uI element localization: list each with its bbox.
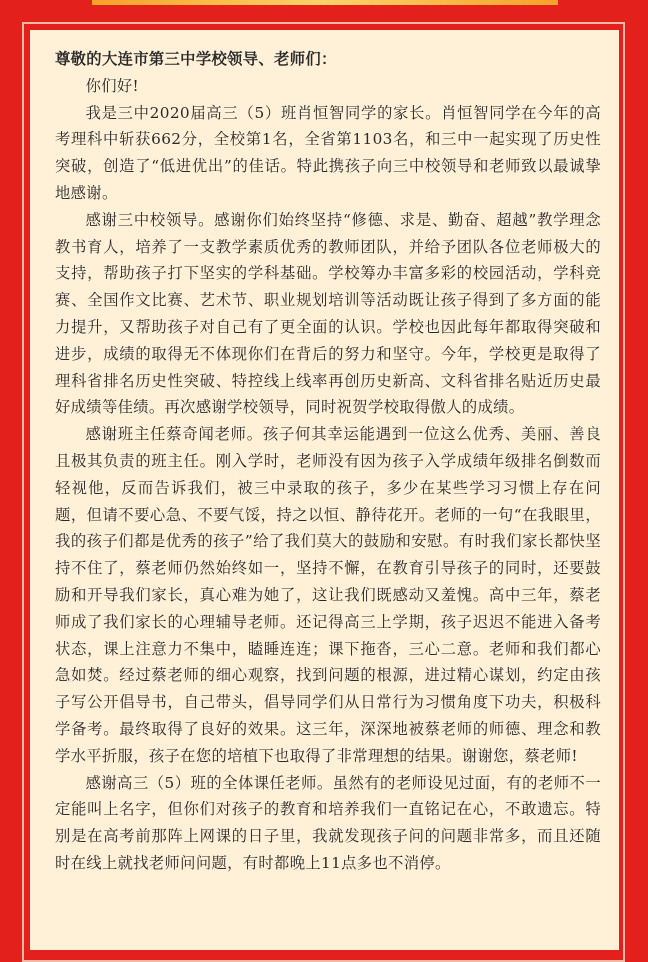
letter-paragraph-greeting: 你们好! xyxy=(85,76,140,95)
letter-paragraph-subject-teachers: 感谢高三（5）班的全体课任老师。虽然有的老师设见过面，有的老师不一定能叫上名字，但你们对孩子的教育和培养我们一直铭记在心，不敢遗忘。特别是在高考前那阵上网课的日子里，我就发现孩子问的问题非常多，而且还随时在线上就找老师问问题，有时都晚上11点多也不消停。 xyxy=(55,773,601,872)
top-decorative-bar xyxy=(92,0,558,5)
letter-paragraph-school-leaders: 感谢三中校领导。感谢你们始终坚持“修德、求是、勤奋、超越”教学理念教书育人，培养了一支教学素质优秀的教师团队，并给予团队各位老师极大的支持，帮助孩子打下坚实的学科基础。学校筹办丰富多彩的校园活动，学科竞赛、全国作文比赛、艺术节、职业规划培训等活动既让孩子得到了多方面的能力提升，又帮助孩子对自己有了更全面的认识。学校也因此每年都取得突破和进步，成绩的取得无不体现你们在背后的努力和坚守。今年，学校更是取得了理科省排名历史性突破、特控线上线率再创历史新高、文科省排名贴近历史最好成绩等佳绩。再次感谢学校领导，同时祝贺学校取得傲人的成绩。 xyxy=(55,210,601,417)
letter-salutation: 尊敬的大连市第三中学校领导、老师们： xyxy=(55,50,337,68)
letter-body xyxy=(55,46,601,877)
letter-paper xyxy=(30,30,619,950)
letter-paragraph-head-teacher: 感谢班主任蔡奇闻老师。孩子何其幸运能遇到一位这么优秀、美丽、善良且极其负责的班主任。刚入学时，老师没有因为孩子入学成绩年级排名倒数而轻视他，反而告诉我们，被三中录取的孩子，多少在某些学习习惯上存在问题，但请不要心急、不要气馁，持之以恒、静待花开。老师的一句“在我眼里，我的孩子们都是优秀的孩子”给了我们莫大的鼓励和安慰。有时我们家长都快坚持不住了，蔡老师仍然始终如一，坚持不懈，在教育引导孩子的同时，还要鼓励和开导我们家长，真心难为她了，这让我们既感动又羞愧。高中三年，蔡老师成了我们家长的心理辅导老师。还记得高三上学期，孩子迟迟不能进入备考状态，课上注意力不集中，瞌睡连连；课下拖沓，三心二意。老师和我们都心急如焚。经过蔡老师的细心观察，找到问题的根源，进过精心谋划，约定由孩子写公开倡导书，自己带头，倡导同学们从日常行为习惯角度下功夫，积极科学备考。最终取得了良好的效果。这三年，深深地被蔡老师的师德、理念和教学水平折服，孩子在您的培植下也取得了非常理想的结果。谢谢您，蔡老师! xyxy=(55,425,601,765)
letter-paragraph-intro: 我是三中2020届高三（5）班肖恒智同学的家长。肖恒智同学在今年的高考理科中斩获662分，全校第1名，全省第1103名，和三中一起实现了历史性突破，创造了“低进优出”的佳话。特此携孩子向三中校领导和老师致以最诚挚地感谢。 xyxy=(55,103,601,202)
